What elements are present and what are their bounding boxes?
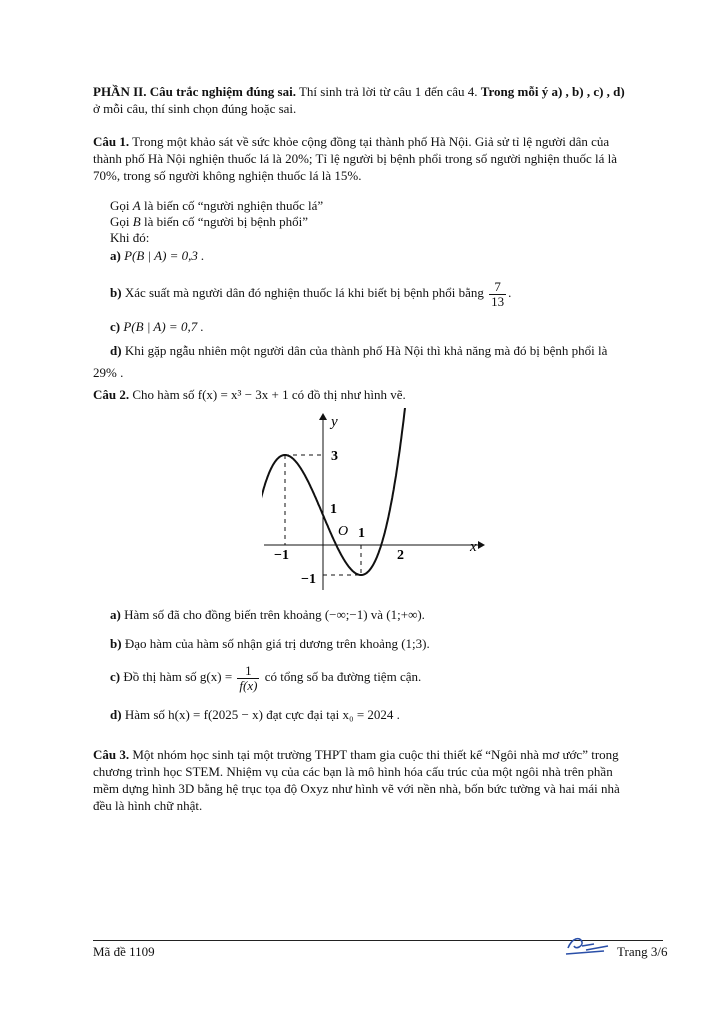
q1-khi-do: Khi đó: <box>110 230 150 245</box>
q2-item-c <box>110 660 421 694</box>
signature-mark <box>564 934 614 956</box>
q2-c-den: f(x) <box>239 677 258 693</box>
curve-f <box>262 408 407 594</box>
q1-c-expr: P(B | A) = 0,7 . <box>123 319 204 334</box>
tick-xm1: −1 <box>274 548 289 563</box>
q2-c-pre: Đồ thị hàm số g(x) = <box>120 669 233 684</box>
q1-a-expr: P(B | A) = 0,3 . <box>124 248 205 263</box>
q2-c-fraction <box>237 664 259 693</box>
q1-b-label: b) <box>110 285 122 300</box>
q1-text2: thành phố Hà Nội nghiện thuốc lá là 20%; Tỉ lệ người bị bệnh phổi trong số người nghiện thuốc lá là <box>93 151 618 166</box>
part2-heading: PHẦN II. Câu trắc nghiệm đúng sai. <box>93 84 296 99</box>
q1-def-b <box>110 213 308 230</box>
q1-def-a-post: là biến cố “người nghiện thuốc lá” <box>140 198 324 213</box>
q1-def-b-var: B <box>132 214 141 229</box>
footer-code: Mã đề 1109 <box>93 944 155 959</box>
q2-item-a <box>110 606 425 623</box>
footer-page: Trang 3/6 <box>617 944 668 959</box>
q2-item-d <box>110 706 400 723</box>
part2-intro-a: Thí sinh trả lời từ câu 1 đến câu 4. <box>295 84 481 99</box>
q2-d-label: d) <box>110 707 122 722</box>
origin-label: O <box>338 524 349 539</box>
q1-item-a <box>110 247 204 264</box>
q2-text: Cho hàm số f(x) = x³ − 3x + 1 có đồ thị như hình vẽ. <box>129 387 406 402</box>
q1-label: Câu 1. <box>93 134 130 149</box>
q3-text4: đều là hình chữ nhật. <box>93 798 203 813</box>
part2-intro-bold: Trong mỗi ý a) , b) , c) , d) <box>480 84 625 99</box>
q1-text3: 70%, trong số người không nghiện thuốc lá là 15%. <box>93 168 362 183</box>
q3-label: Câu 3. <box>93 747 130 762</box>
q1-def-a-var: A <box>132 198 141 213</box>
q1-d-label: d) <box>110 343 122 358</box>
part2-heading-block <box>93 83 663 100</box>
q1-a-label: a) <box>110 248 121 263</box>
q3-text3: mềm dựng hình 3D bằng hệ trục tọa độ Oxyz như hình vẽ với nền nhà, bốn bức tường và hai mái nhà <box>93 781 620 796</box>
q3-text2: chương trình học STEM. Nhiệm vụ của các bạn là mô hình hóa cấu trúc của một ngôi nhà trên phần <box>93 764 613 779</box>
q2-b-text: Đạo hàm của hàm số nhận giá trị dương trên khoảng (1;3). <box>121 636 430 651</box>
q2-b-label: b) <box>110 636 122 651</box>
tick-x2: 2 <box>397 548 404 563</box>
q1-text1: Trong một khảo sát về sức khỏe cộng đồng tại thành phố Hà Nội. Giả sử tỉ lệ người dân của <box>129 134 610 149</box>
q1-item-b: b) Xác suất mà người dân đó nghiện thuốc lá khi biết bị bệnh phổi bằng $\frac{7}{13}$ . <box>110 278 512 309</box>
function-graph <box>262 408 490 594</box>
q1-b-den: 13 <box>491 293 505 309</box>
q1-d-text1: Khi gặp ngẫu nhiên một người dân của thành phố Hà Nội thì khả năng mà đó bị bệnh phổi là <box>121 343 608 358</box>
q3-line1 <box>93 746 673 763</box>
q1-d-text2: 29% . <box>93 365 124 380</box>
q1-def-a-pre: Gọi <box>110 198 133 213</box>
q2-item-b <box>110 635 430 652</box>
tick-ym1: −1 <box>301 572 316 587</box>
y-axis-label: y <box>331 414 338 430</box>
x-axis-label: x <box>470 539 477 555</box>
q2-a-label: a) <box>110 607 121 622</box>
q1-c-label: c) <box>110 319 121 334</box>
q2-d-text: Hàm số h(x) = f(2025 − x) đạt cực đại tại x₀ = 2024 . <box>121 707 400 722</box>
q2-a-text: Hàm số đã cho đồng biến trên khoảng (−∞;−1) và (1;+∞). <box>120 607 425 622</box>
q1-b-text: Xác suất mà người dân đó nghiện thuốc lá khi biết bị bệnh phổi bằng <box>121 285 484 300</box>
q1-def-b-post: là biến cố “người bị bệnh phổi” <box>140 214 309 229</box>
q1-def-b-pre: Gọi <box>110 214 133 229</box>
q2-c-post: có tổng số ba đường tiệm cận. <box>261 669 422 684</box>
q3-text1: Một nhóm học sinh tại một trường THPT tham gia cuộc thi thiết kế “Ngôi nhà mơ ước” trong <box>129 747 619 762</box>
q2-c-num: 1 <box>237 664 259 679</box>
q1-b-fraction <box>489 280 506 309</box>
q2-label: Câu 2. <box>93 387 130 402</box>
tick-x1: 1 <box>358 526 365 541</box>
q2-c-label: c) <box>110 669 121 684</box>
q1-item-d <box>110 342 670 359</box>
q2-line <box>93 386 406 403</box>
tick-y1: 1 <box>330 502 337 517</box>
q1-b-num: 7 <box>489 280 506 295</box>
q1-item-c <box>110 318 204 335</box>
tick-y3: 3 <box>331 449 338 464</box>
q1-line1 <box>93 133 673 150</box>
q1-def-a <box>110 197 323 214</box>
part2-intro-b: ở mỗi câu, thí sinh chọn đúng hoặc sai. <box>93 101 297 116</box>
